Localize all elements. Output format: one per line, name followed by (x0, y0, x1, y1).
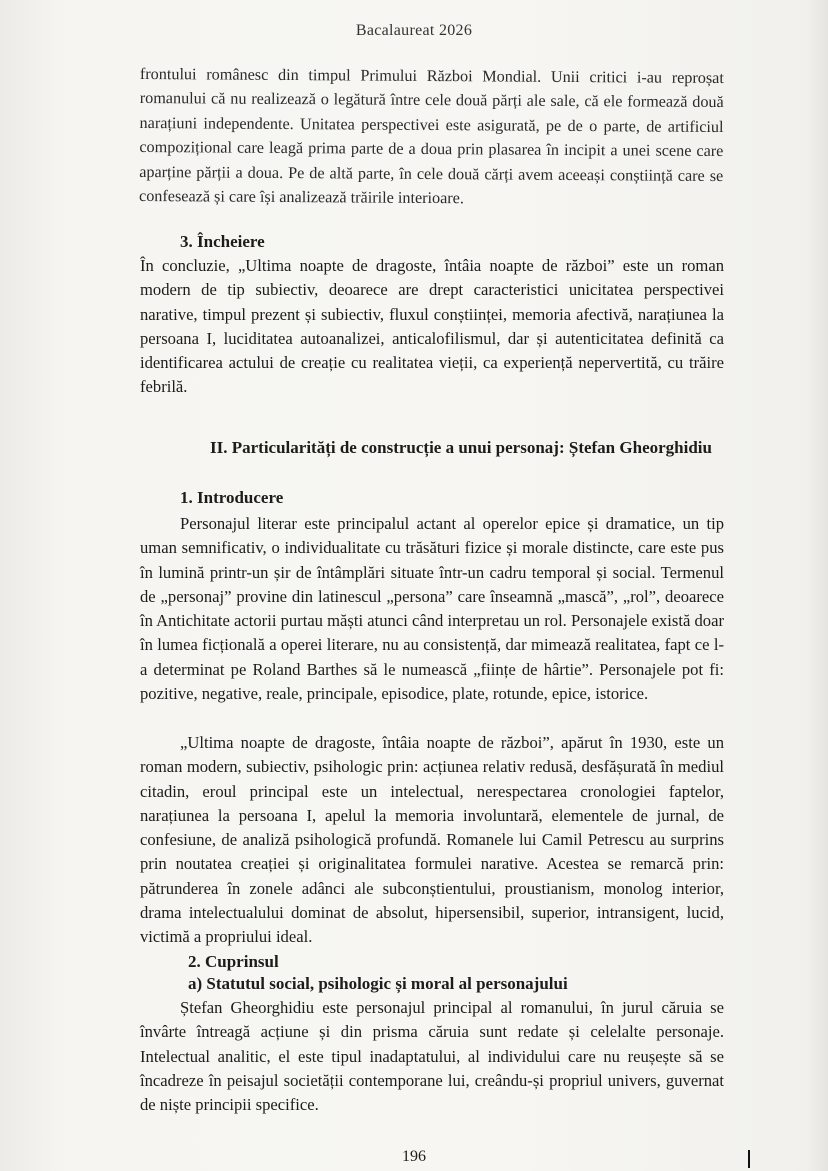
body-subheading: a) Statutul social, psihologic și moral al personajului (188, 974, 568, 993)
continued-paragraph-text: frontului românesc din timpul Primului Război Mondial. Unii critici i-au reproșat romanului că nu realizează o legătură între cele două părți ale sale, că ele formează două narațiuni independente. Unitatea perspectivei este asigurată, pe de o parte, de artificiul compozițional care leagă prima parte de a doua prin plasarea în incipit a unei scene care aparține părții a doua. Pe de altă parte, în cele două cărți avem aceeași conștiință care se confesează și care își analizează trăirile interioare. (139, 64, 724, 208)
body-heading: 2. Cuprinsul (188, 952, 279, 971)
introduction-block (140, 512, 724, 706)
introduction-paragraph-2: „Ultima noapte de dragoste, întâia noapte de război”, apărut în 1930, este un roman modern, subiectiv, psihologic prin: acțiunea relativ redusă, desfășurată în mediul citadin, eroul principal este un intelectual, nerespectarea cronologiei faptelor, narațiunea la persoana I, apelul la memoria involuntară, elementele de jurnal, de confesiune, de analiză psihologică profundă. Romanele lui Camil Petrescu au surprins prin noutatea creației și originalitatea formulei narative. Acestea se remarcă prin: pătrunderea în zonele adânci ale subconștientului, proustianism, monolog interior, drama intelectualului dominat de absolut, hipersensibil, superior, intransigent, lucid, victimă a propriului ideal. (140, 733, 724, 947)
section-title: II. Particularități de construcție a unui personaj: Ștefan Gheorghidiu (210, 438, 712, 457)
conclusion-heading: 3. Încheiere (180, 232, 265, 251)
introduction-heading: 1. Introducere (180, 488, 284, 507)
introduction-block-2 (140, 731, 724, 950)
page-number: 196 (402, 1148, 426, 1165)
conclusion-text: În concluzie, „Ultima noapte de dragoste, întâia noapte de război” este un roman modern de tip subiectiv, deoarece are drept caracteristici unicitatea perspectivei narative, timpul prezent și subiectiv, fluxul conștiinței, memoria afectivă, narațiunea la persoana I, luciditatea autoanalizei, anticalofilismul, dar și autenticitatea definită ca identificarea actului de creație cu realitatea vieții, ca experiență nepervertită, cu trăire febrilă. (140, 256, 724, 397)
body-block (140, 996, 724, 1117)
conclusion-block (140, 254, 724, 400)
introduction-paragraph-1: Personajul literar este principalul actant al operelor epice și dramatice, un tip uman semnificativ, o individualitate cu trăsături fizice și morale distincte, care este pus în lumină printr-un șir de întâmplări situate într-un cadru temporal și social. Termenul de „personaj” provine din latinescul „persona” care înseamnă „mască”, „rol”, deoarece în Antichitate actorii purtau măști atunci când interpretau un rol. Personajele există doar în lumea ficțională a operei literare, nu au consistență, dar mimează realitatea, fapt ce l-a determinat pe Roland Barthes să le numească „ființe de hârtie”. Personajele pot fi: pozitive, negative, reale, principale, episodice, plate, rotunde, epice, istorice. (140, 514, 724, 704)
page-edge-shadow (806, 0, 828, 1171)
continued-paragraph (139, 62, 724, 213)
edge-mark (748, 1150, 750, 1168)
body-paragraph: Ștefan Gheorghidiu este personajul principal al romanului, în jurul căruia se învârte întreagă acțiune și din prisma căruia sunt redate și celelalte personaje. Intelectual analitic, el este tipul inadaptatului, al individului care nu reușește să se încadreze în peisajul societății contemporane lui, creându-și propriul univers, guvernat de niște principii specifice. (140, 998, 724, 1115)
running-header: Bacalaureat 2026 (355, 22, 473, 39)
